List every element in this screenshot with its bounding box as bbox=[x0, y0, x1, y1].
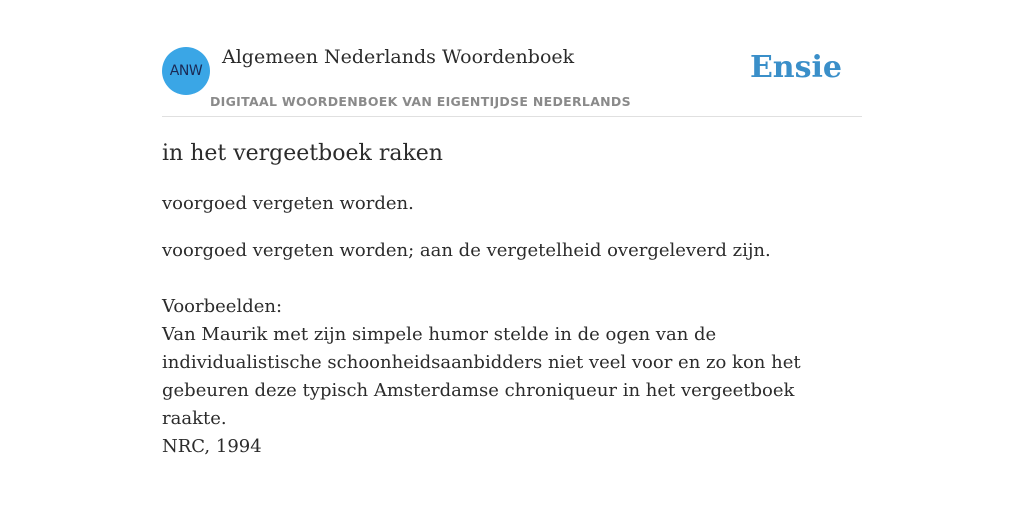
site-header bbox=[162, 0, 862, 117]
ensie-brand-link[interactable]: Ensie bbox=[749, 50, 842, 85]
entry-headword: in het vergeetboek raken bbox=[162, 141, 443, 166]
site-subtitle: DIGITAAL WOORDENBOEK VAN EIGENTIJDSE NEDERLANDS bbox=[210, 94, 631, 109]
logo-text: ANW bbox=[169, 63, 203, 79]
definition-short: voorgoed vergeten worden. bbox=[162, 193, 414, 214]
example-source: NRC, 1994 bbox=[162, 436, 262, 457]
examples-label: Voorbeelden: bbox=[162, 296, 283, 317]
example-text: Van Maurik met zijn simpele humor stelde in de ogen van de individualistische schoonheidsaanbidders niet veel voor en zo kon het gebeuren deze typisch Amsterdamse chroniqueur in het vergeetboek raakte. bbox=[162, 324, 801, 429]
anw-logo[interactable] bbox=[162, 47, 210, 95]
site-title[interactable]: Algemeen Nederlands Woordenboek bbox=[222, 46, 575, 68]
definition-long: voorgoed vergeten worden; aan de vergetelheid overgeleverd zijn. bbox=[162, 240, 771, 261]
examples-section bbox=[162, 293, 862, 461]
entry-content bbox=[162, 138, 862, 461]
